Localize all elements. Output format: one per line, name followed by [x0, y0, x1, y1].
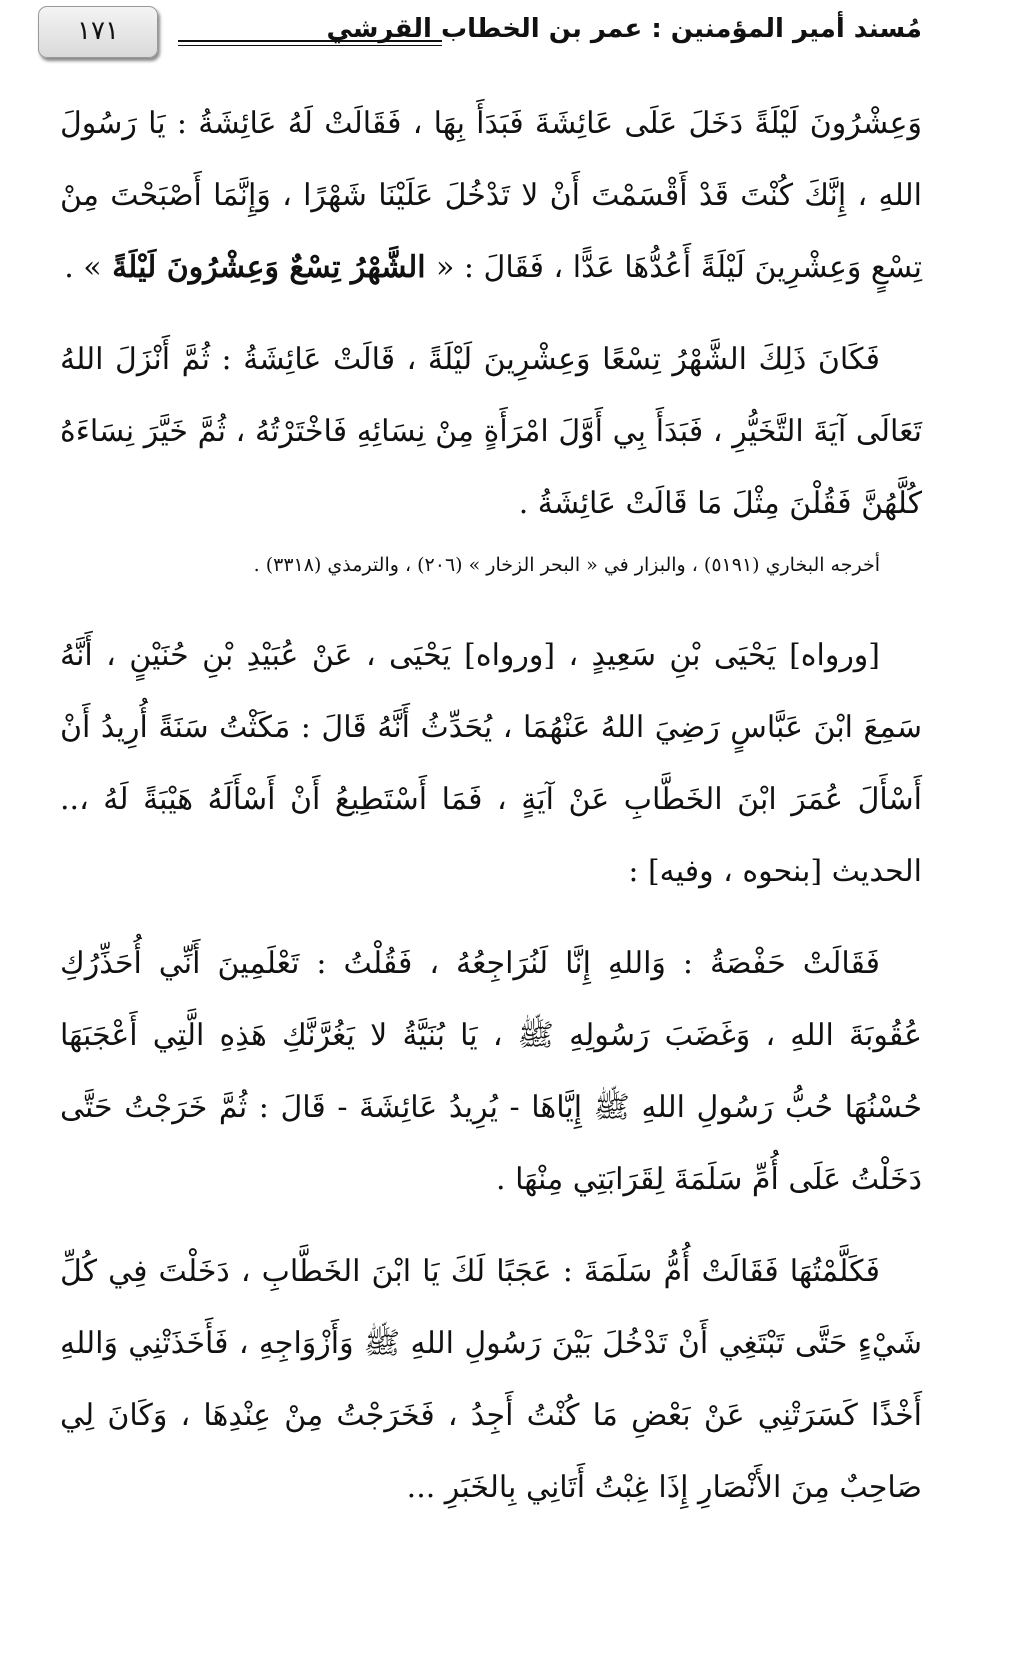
- paragraph-1-end: » .: [64, 250, 102, 285]
- page-header: [38, 6, 922, 58]
- paragraph-5: فَكَلَّمْتُهَا فَقَالَتْ أُمُّ سَلَمَةَ : عَجَبًا لَكَ يَا ابْنَ الخَطَّابِ ، دَخَلْتَ فِي كُلِّ شَيْءٍ حَتَّى تَبْتَغِي أَنْ تَدْخُلَ بَيْنَ رَسُولِ اللهِ ﷺ وَأَزْوَاجِهِ ، فَأَخَذَتْنِي وَاللهِ أَخْذًا كَسَرَتْنِي عَنْ بَعْضِ مَا كُنْتُ أَجِدُ ، فَخَرَجْتُ مِنْ عِنْدِهَا ، وَكَانَ لِي صَاحِبٌ مِنَ الأَنْصَارِ إِذَا غِبْتُ أَتَانِي بِالخَبَرِ ...: [60, 1254, 922, 1505]
- page-number: ١٧١: [38, 6, 158, 58]
- paragraph-gap: [60, 1216, 922, 1236]
- paragraph-2: فَكَانَ ذَلِكَ الشَّهْرُ تِسْعًا وَعِشْرِينَ لَيْلَةً ، قَالَتْ عَائِشَةُ : ثُمَّ أَنْزَلَ اللهُ تَعَالَى آيَةَ التَّخَيُّرِ ، فَبَدَأَ بِي أَوَّلَ امْرَأَةٍ مِنْ نِسَائِهِ فَاخْتَرْتُهُ ، ثُمَّ خَيَّرَ نِسَاءَهُ كُلَّهُنَّ فَقُلْنَ مِثْلَ مَا قَالَتْ عَائِشَةُ .: [60, 342, 922, 521]
- page-body: [60, 88, 922, 1524]
- paragraph-4: فَقَالَتْ حَفْصَةُ : وَاللهِ إِنَّا لَنُرَاجِعُهُ ، فَقُلْتُ : تَعْلَمِينَ أَنِّي أُحَذِّرُكِ عُقُوبَةَ اللهِ ، وَغَضَبَ رَسُولِهِ ﷺ ، يَا بُنَيَّةُ لا يَغُرَّنَّكِ هَذِهِ الَّتِي أَعْجَبَهَا حُسْنُهَا حُبُّ رَسُولِ اللهِ ﷺ إِيَّاهَا - يُرِيدُ عَائِشَةَ - قَالَ : ثُمَّ خَرَجْتُ حَتَّى دَخَلْتُ عَلَى أُمِّ سَلَمَةَ لِقَرَابَتِي مِنْهَا .: [60, 946, 922, 1197]
- paragraph-1: [60, 88, 922, 304]
- hadith-quote: الشَّهْرُ تِسْعٌ وَعِشْرُونَ لَيْلَةً: [101, 250, 436, 285]
- paragraph-3: [ورواه] يَحْيَى بْنِ سَعِيدٍ ، [ورواه] يَحْيَى ، عَنْ عُبَيْدِ بْنِ حُنَيْنٍ ، أَنَّهُ سَمِعَ ابْنَ عَبَّاسٍ رَضِيَ اللهُ عَنْهُمَا ، يُحَدِّثُ أَنَّهُ قَالَ : مَكَثْتُ سَنَةً أُرِيدُ أَنْ أَسْأَلَ عُمَرَ ابْنَ الخَطَّابِ عَنْ آيَةٍ ، فَمَا أَسْتَطِيعُ أَنْ أَسْأَلَهُ هَيْبَةً لَهُ ،.. الحديث [بنحوه ، وفيه] :: [60, 638, 922, 889]
- paragraph-gap: [60, 304, 922, 324]
- paragraph-gap: [60, 908, 922, 928]
- footnote-citation: أخرجه البخاري (٥١٩١) ، والبزار في « البحر الزخار » (٢٠٦) ، والترمذي (٣٣١٨) .: [253, 554, 880, 576]
- running-title: مُسند أمير المؤمنين : عمر بن الخطاب القرشي: [326, 14, 922, 44]
- section-gap: [60, 580, 922, 620]
- paragraph-1-text: وَعِشْرُونَ لَيْلَةً دَخَلَ عَلَى عَائِشَةَ فَبَدَأَ بِهَا ، فَقَالَتْ لَهُ عَائِشَةُ : يَا رَسُولَ اللهِ ، إِنَّكَ كُنْتَ قَدْ أَقْسَمْتَ أَنْ لا تَدْخُلَ عَلَيْنَا شَهْرًا ، وَإِنَّمَا أَصْبَحْتَ مِنْ تِسْعٍ وَعِشْرِينَ لَيْلَةً أَعُدُّهَا عَدًّا ، فَقَالَ : «: [60, 106, 922, 285]
- header-rule: [178, 40, 442, 46]
